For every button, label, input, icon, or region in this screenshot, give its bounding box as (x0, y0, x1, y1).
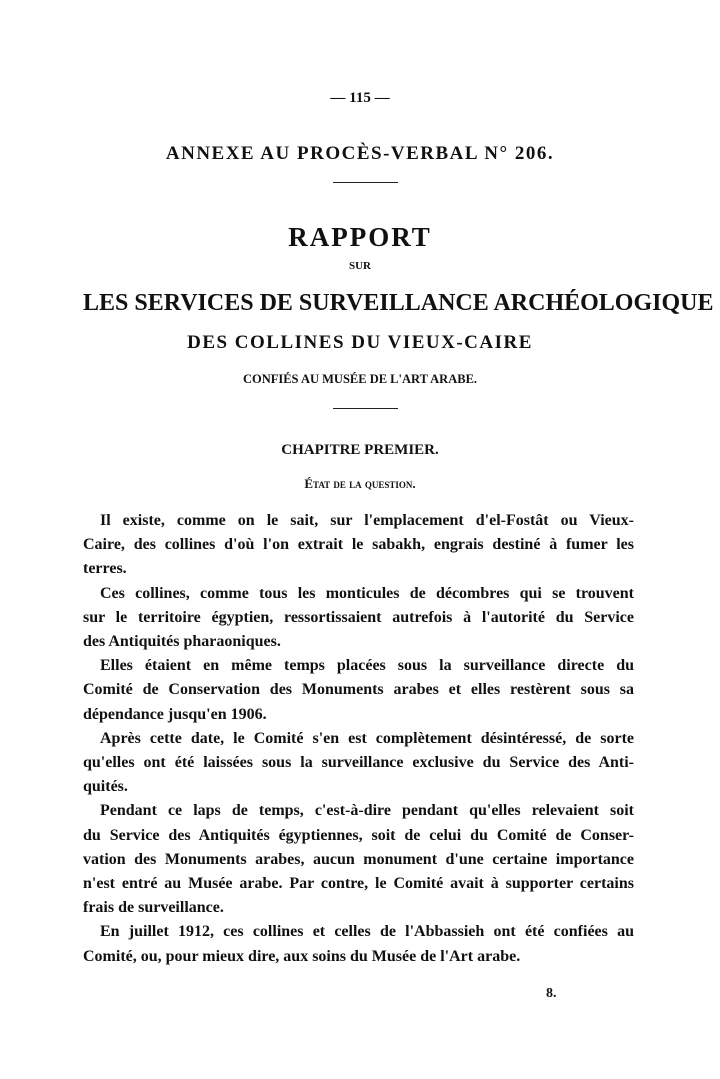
divider (333, 408, 398, 409)
report-subject-2: DES COLLINES DU VIEUX-CAIRE (187, 332, 533, 353)
text-line: Après cette date, le Comité s'en est complètement désintéressé, de sorte (100, 729, 634, 747)
text-line: Pendant ce laps de temps, c'est-à-dire pendant qu'elles relevaient soit (100, 802, 634, 820)
chapter-title: CHAPITRE PREMIER. (281, 442, 439, 458)
text-line: Comité, ou, pour mieux dire, aux soins du Musée de l'Art arabe. (83, 947, 521, 965)
page-number: — 115 — (330, 90, 390, 106)
text-line: Elles étaient en même temps placées sous la surveillance directe du (100, 657, 634, 675)
text-line: frais de surveillance. (83, 899, 224, 917)
text-line: dépendance jusqu'en 1906. (83, 705, 267, 723)
divider (333, 182, 398, 183)
text-line: n'est entré au Musée arabe. Par contre, le Comité avait à supporter certains (83, 875, 634, 892)
text-line: qu'elles ont été laissées sous la surveillance exclusive du Service des Anti- (83, 754, 634, 771)
report-sur: SUR (348, 260, 371, 272)
signature-mark: 8. (546, 986, 557, 1001)
text-line: des Antiquités pharaoniques. (83, 633, 281, 650)
text-line: du Service des Antiquités égyptiennes, soit de celui du Comité de Conser- (83, 826, 634, 844)
text-line: sur le territoire égyptien, ressortissaient autrefois à l'autorité du Service (83, 608, 634, 626)
text-line: vation des Monuments arabes, aucun monument d'une certaine importance (83, 850, 634, 868)
report-subject-3: CONFIÉS AU MUSÉE DE L'ART ARABE. (242, 372, 478, 386)
text-line: Ces collines, comme tous les monticules de décombres qui se trouvent (100, 584, 634, 602)
annex-title: ANNEXE AU PROCÈS-VERBAL N° 206. (165, 143, 555, 164)
text-line: quités. (83, 778, 128, 796)
report-subject: LES SERVICES DE SURVEILLANCE ARCHÉOLOGIQUE (83, 290, 714, 316)
text-line: En juillet 1912, ces collines et celles de l'Abbassieh ont été confiées au (100, 923, 634, 941)
text-line: Il existe, comme on le sait, sur l'emplacement d'el-Fostât ou Vieux- (100, 512, 634, 529)
text-line: Comité de Conservation des Monuments arabes et elles restèrent sous sa (83, 681, 634, 699)
text-line: terres. (83, 560, 127, 578)
chapter-subtitle: État de la question. (304, 476, 416, 491)
report-title: RAPPORT (288, 222, 432, 252)
text-line: Caire, des collines d'où l'on extrait le sabakh, engrais destiné à fumer les (83, 536, 634, 554)
